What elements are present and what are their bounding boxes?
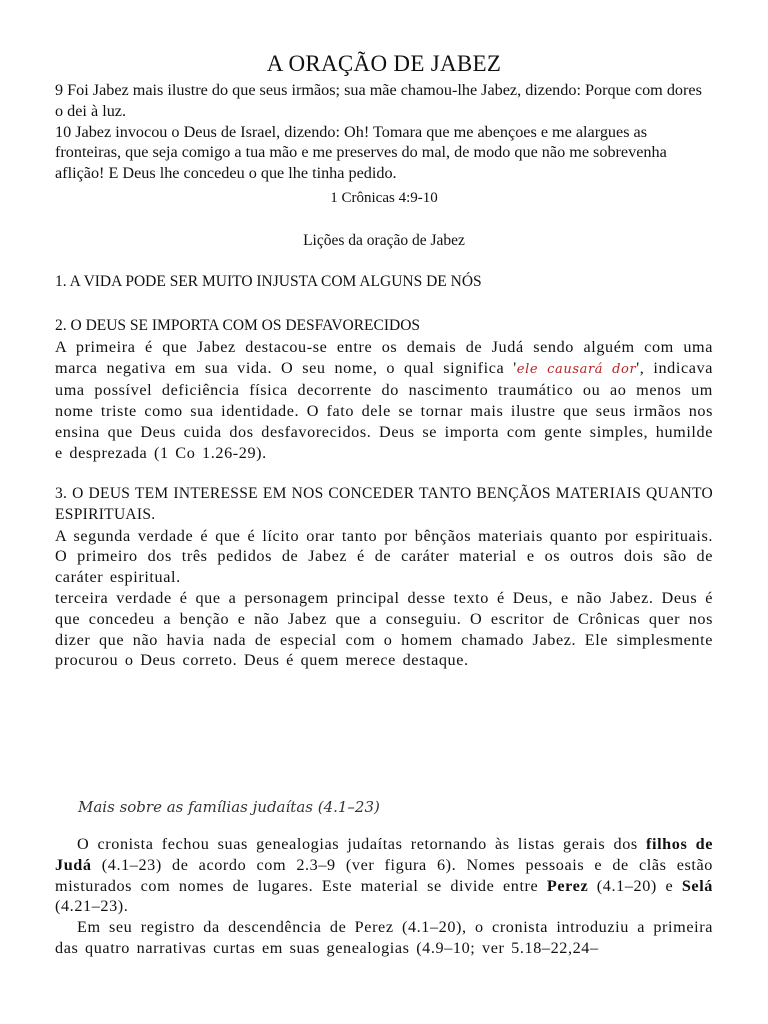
subsection-title: Mais sobre as famílias judaítas (4.1–23) — [78, 798, 380, 816]
highlight-sela: Selá — [681, 876, 713, 895]
lesson-2 — [55, 316, 713, 464]
page-title: A ORAÇÃO DE JABEZ — [266, 51, 502, 76]
commentary-paragraph-1: O cronista fechou suas genealogias judaítas retornando às listas gerais dos filhos de Judá (4.1–23) de acordo com 2.3–9 (ver figura 6). Nomes pessoais e de clãs estão misturados com nomes de lugares. Este material se divide entre Perez (4.1–20) e Selá (4.21–23). — [55, 835, 713, 916]
highlight-perez: Perez — [546, 876, 589, 895]
lesson-3-heading: 3. O DEUS TEM INTERESSE EM NOS CONCEDER TANTO BENÇÃOS MATERIAIS QUANTO ESPIRITUAIS. — [55, 485, 713, 523]
highlight-filhos-de-juda: filhos de Judá — [55, 835, 713, 874]
section-subtitle: Lições da oração de Jabez — [303, 232, 465, 249]
scripture-reference: 1 Crônicas 4:9-10 — [330, 190, 438, 206]
scripture-passage — [55, 80, 713, 184]
commentary — [55, 834, 713, 959]
lesson-1-heading: 1. A VIDA PODE SER MUITO INJUSTA COM ALGUNS DE NÓS — [55, 273, 482, 290]
lesson-3-text-2: terceira verdade é que a personagem principal desse texto é Deus, e não Jabez. Deus é que concedeu a benção e não Jabez que a conseguiu. O escritor de Crônicas quer nos dizer que não havia nada de especial com o homem chamado Jabez. Ele simplesmente procurou o Deus correto. Deus é quem merece destaque. — [55, 588, 713, 670]
lesson-2-heading: 2. O DEUS SE IMPORTA COM OS DESFAVORECIDOS — [55, 317, 421, 334]
lesson-3 — [55, 484, 713, 671]
lesson-2-text: A primeira é que Jabez destacou-se entre os demais de Judá sendo alguém com uma marca negativa em sua vida. O seu nome, o qual significa 'ele causará dor', indicava uma possível deficiência física decorrente do nascimento traumático ou ao menos um nome triste como sua identidade. O fato dele se tornar mais ilustre que seus irmãos nos ensina que Deus cuida dos desfavorecidos. Deus se importa com gente simples, humilde e desprezada (1 Co 1.26-29). — [55, 337, 713, 462]
name-meaning-quote: ele causará dor — [516, 361, 637, 377]
commentary-paragraph-2: Em seu registro da descendência de Perez (4.1–20), o cronista introduziu a primeira das quatro narrativas curtas em suas genealogias (4.9–10; ver 5.18–22,24– — [55, 918, 713, 957]
verse-10: 10 Jabez invocou o Deus de Israel, dizendo: Oh! Tomara que me abençoes e me alargues as fronteiras, que seja comigo a tua mão e me preserves do mal, de modo que não me sobrevenha aflição! E Deus lhe concedeu o que lhe tinha pedido. — [55, 122, 667, 183]
lesson-3-text-1: A segunda verdade é que é lícito orar tanto por bênçãos materiais quanto por espirituais. O primeiro dos três pedidos de Jabez é de caráter material e os outros dois são de caráter espiritual. — [55, 526, 713, 587]
verse-9: 9 Foi Jabez mais ilustre do que seus irmãos; sua mãe chamou-lhe Jabez, dizendo: Porque com dores o dei à luz. — [55, 81, 702, 120]
